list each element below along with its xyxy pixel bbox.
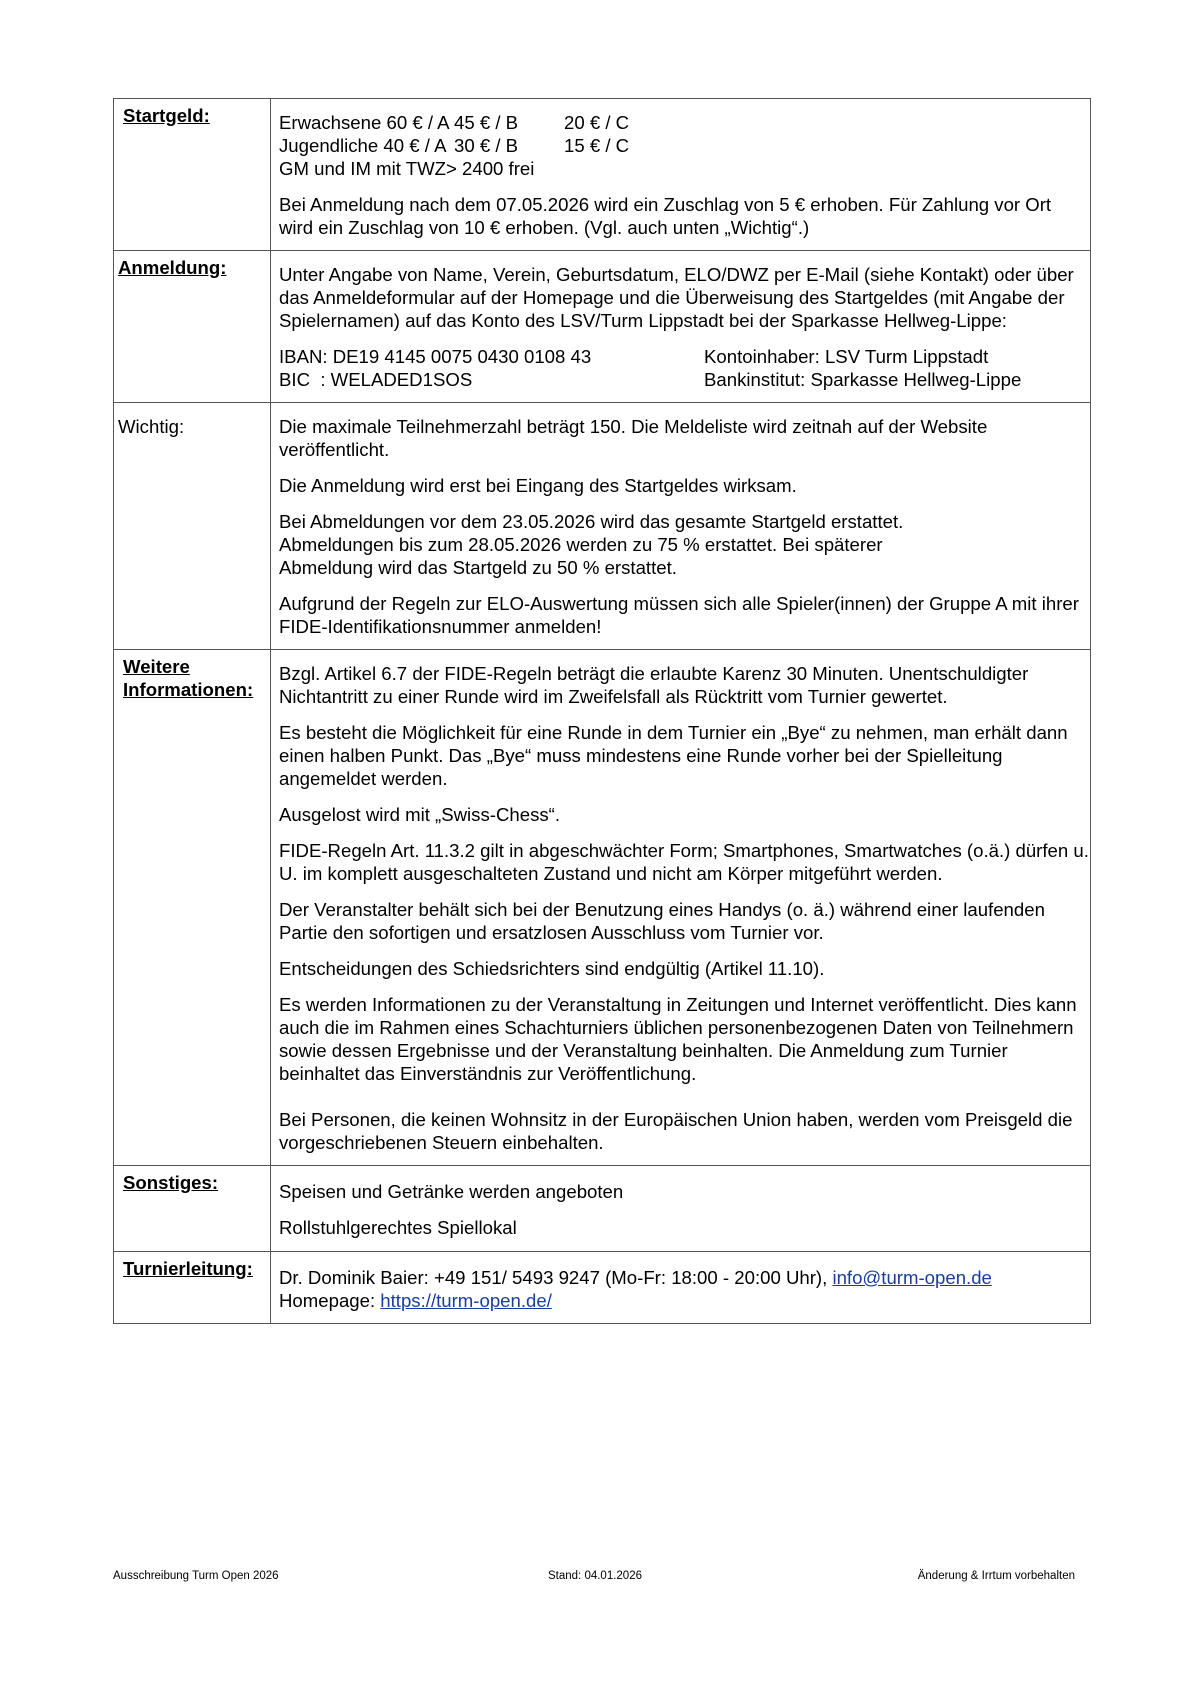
content-startgeld — [271, 99, 1091, 251]
tournament-details-sheet — [113, 98, 1091, 1324]
content-sonstiges — [271, 1166, 1091, 1252]
content-wichtig — [271, 403, 1091, 650]
label-weitere: Weitere — [123, 656, 190, 677]
bye-text: Es besteht die Möglichkeit für eine Runde in dem Turnier ein „Bye“ zu nehmen, man erhält dann einen halben Punkt. Das „Bye“ muss mindestens eine Runde vorher bei der Spielleitung angemeldet werden. — [279, 722, 1068, 789]
fee-row-adults: Erwachsene 60 € / A 45 € / B 20 € / C — [279, 112, 630, 133]
karenz-text: Bzgl. Artikel 6.7 der FIDE-Regeln beträgt die erlaubte Karenz 30 Minuten. Unentschuldigter Nichtantritt zu einer Runde wird im Zweifelsfall als Rücktritt vom Turnier gewertet. — [279, 663, 1029, 707]
footer-title: Ausschreibung Turm Open 2026 — [113, 1570, 279, 1582]
bic: BIC : WELADED1SOS — [279, 369, 473, 390]
label-sonstiges: Sonstiges: — [123, 1172, 219, 1193]
footer-date: Stand: 04.01.2026 — [548, 1570, 642, 1582]
fee-row-gm-im: GM und IM mit TWZ> 2400 frei — [279, 158, 535, 179]
content-weitere — [271, 650, 1091, 1166]
tax-text: Bei Personen, die keinen Wohnsitz in der Europäischen Union haben, werden vom Preisgeld die vorgeschriebenen Steuern einbehalten. — [279, 1109, 1073, 1153]
smartphone-rule-text: FIDE-Regeln Art. 11.3.2 gilt in abgeschwächter Form; Smartphones, Smartwatches (o.ä.) dürfen u. U. im komplett ausgeschalteten Zustand und nicht am Körper mitgeführt werden. — [279, 840, 1089, 884]
content-anmeldung — [271, 251, 1091, 403]
iban: IBAN: DE19 4145 0075 0430 0108 43 — [279, 346, 592, 367]
privacy-text: Es werden Informationen zu der Veranstaltung in Zeitungen und Internet veröffentlicht. Dies kann auch die im Rahmen eines Schachturniers üblichen personenbezogenen Daten von Teilnehmern sowie dessen Ergebnisse und der Veranstaltung beinhalten. Die Anmeldung zum Turnier beinhaltet das Einverständnis zur Veröffentlichung. — [279, 994, 1077, 1084]
homepage-line: Homepage: https://turm-open.de/ — [279, 1290, 552, 1311]
pairing-text: Ausgelost wird mit „Swiss-Chess“. — [279, 804, 561, 825]
label-cell-anmeldung — [114, 251, 271, 403]
payment-validity-text: Die Anmeldung wird erst bei Eingang des Startgeldes wirksam. — [279, 475, 797, 496]
footer-disclaimer: Änderung & Irrtum vorbehalten — [917, 1570, 1075, 1582]
label-wichtig: Wichtig: — [118, 416, 185, 437]
label-turnierleitung: Turnierleitung: — [123, 1258, 253, 1279]
label-cell-weitere — [114, 650, 271, 1166]
bank-details — [279, 345, 1090, 391]
row-startgeld — [114, 99, 1091, 251]
label-cell-sonstiges — [114, 1166, 271, 1252]
label-cell-startgeld — [114, 99, 271, 251]
fee-row-youth: Jugendliche 40 € / A 30 € / B 15 € / C — [279, 135, 630, 156]
accessibility-text: Rollstuhlgerechtes Spiellokal — [279, 1217, 517, 1238]
row-wichtig — [114, 403, 1091, 650]
label-startgeld: Startgeld: — [123, 105, 210, 126]
participant-limit-text: Die maximale Teilnehmerzahl beträgt 150. Die Meldeliste wird zeitnah auf der Website veröffentlicht. — [279, 416, 988, 460]
arbiter-text: Entscheidungen des Schiedsrichters sind endgültig (Artikel 11.10). — [279, 958, 825, 979]
email-link[interactable]: info@turm-open.de — [832, 1267, 992, 1288]
row-turnierleitung — [114, 1252, 1091, 1324]
catering-text: Speisen und Getränke werden angeboten — [279, 1181, 624, 1202]
contact-line: Dr. Dominik Baier: +49 151/ 5493 9247 (Mo-Fr: 18:00 - 20:00 Uhr), info@turm-open.de — [279, 1267, 992, 1288]
label-informationen: Informationen: — [123, 679, 254, 700]
tournament-details-table — [113, 98, 1091, 1324]
late-fee-note: Bei Anmeldung nach dem 07.05.2026 wird ein Zuschlag von 5 € erhoben. Für Zahlung vor Ort wird ein Zuschlag von 10 € erhoben. (Vgl. auch unten „Wichtig“.) — [279, 194, 1052, 238]
row-weitere-informationen — [114, 650, 1091, 1166]
account-holder: Kontoinhaber: LSV Turm Lippstadt — [704, 346, 989, 367]
content-turnierleitung — [271, 1252, 1091, 1324]
label-cell-turnierleitung — [114, 1252, 271, 1324]
handy-exclusion-text: Der Veranstalter behält sich bei der Benutzung eines Handys (o. ä.) während einer laufenden Partie den sofortigen und ersatzlosen Ausschluss vom Turnier vor. — [279, 899, 1045, 943]
row-anmeldung — [114, 251, 1091, 403]
label-cell-wichtig — [114, 403, 271, 650]
label-anmeldung: Anmeldung: — [118, 257, 227, 278]
cancellation-text: Bei Abmeldungen vor dem 23.05.2026 wird das gesamte Startgeld erstattet. Abmeldungen bis zum 28.05.2026 werden zu 75 % erstattet. Bei späterer Abmeldung wird das Startgeld zu 50 % erstattet. — [279, 511, 904, 578]
homepage-link[interactable]: https://turm-open.de/ — [380, 1290, 552, 1311]
bank-institute: Bankinstitut: Sparkasse Hellweg-Lippe — [704, 369, 1022, 390]
fide-id-text: Aufgrund der Regeln zur ELO-Auswertung müssen sich alle Spieler(innen) der Gruppe A mit ihrer FIDE-Identifikationsnummer anmelden! — [279, 593, 1079, 637]
row-sonstiges — [114, 1166, 1091, 1252]
registration-text: Unter Angabe von Name, Verein, Geburtsdatum, ELO/DWZ per E-Mail (siehe Kontakt) oder über das Anmeldeformular auf der Homepage und die Überweisung des Startgeldes (mit Angabe der Spielernamen) auf das Konto des LSV/Turm Lippstadt bei der Sparkasse Hellweg-Lippe: — [279, 264, 1074, 331]
